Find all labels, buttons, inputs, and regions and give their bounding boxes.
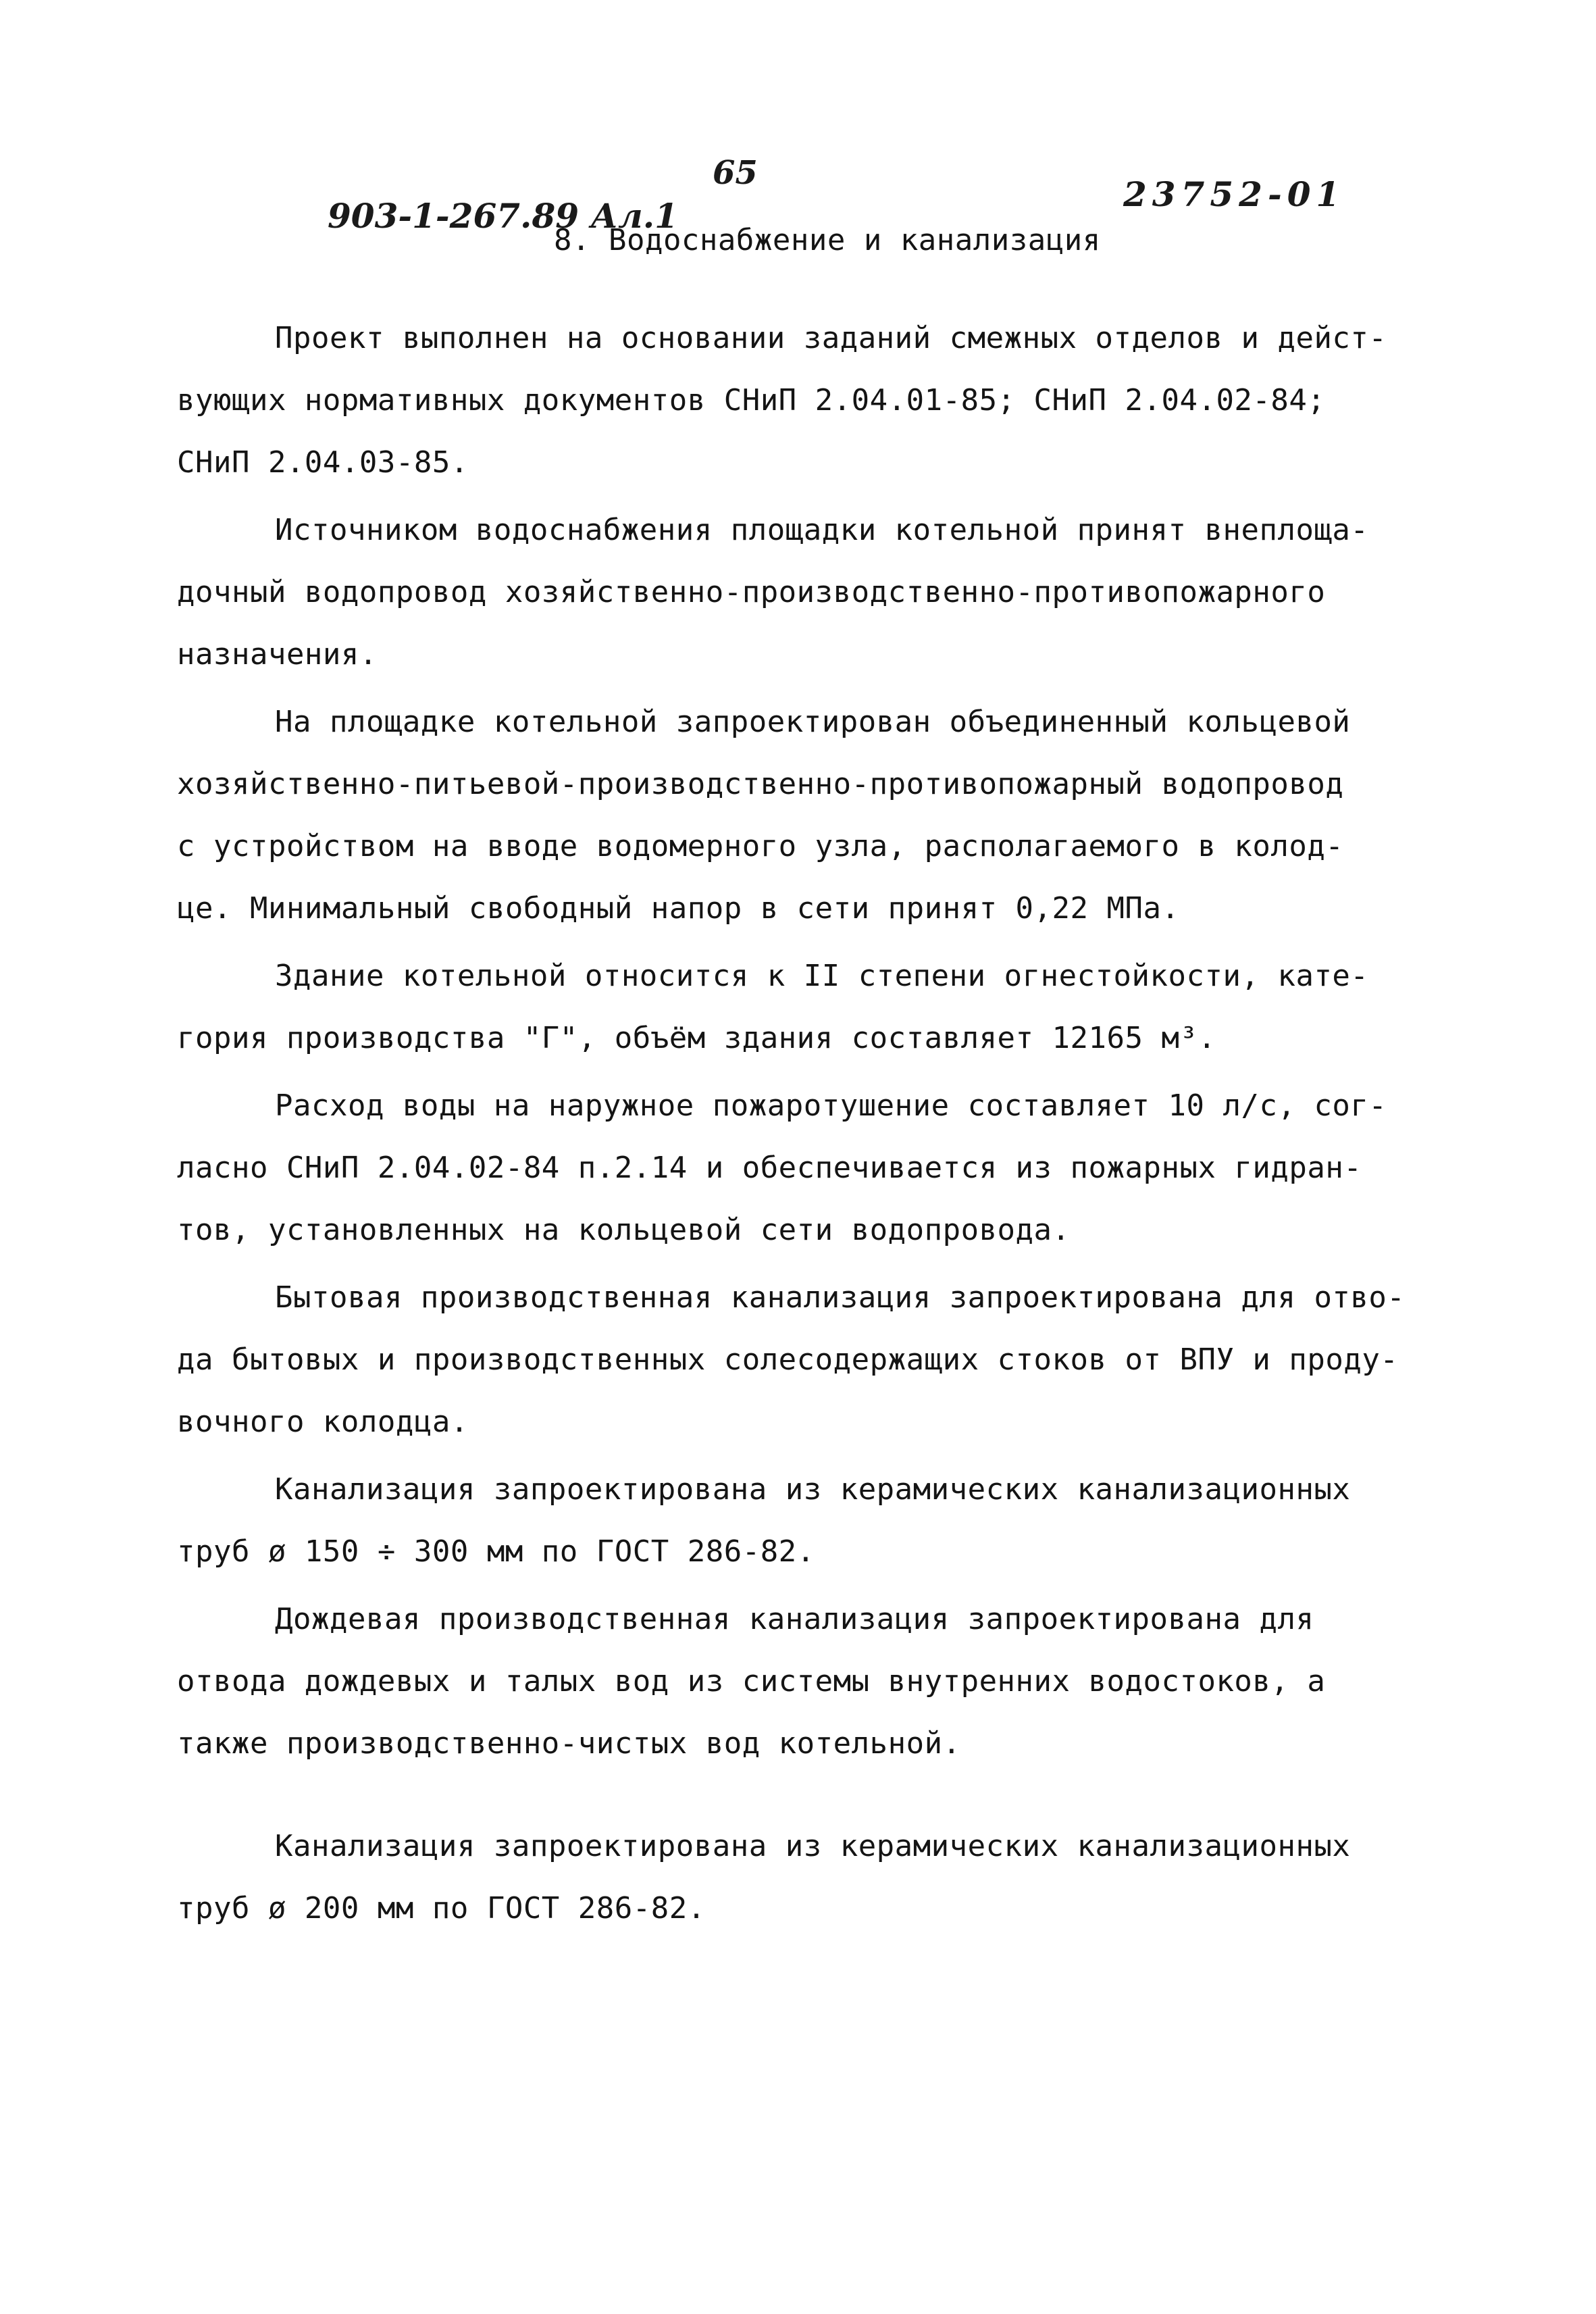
text-line: труб ø 150 ÷ 300 мм по ГОСТ 286-82. (177, 1534, 815, 1569)
section-title: 8. Водоснабжение и канализация (554, 223, 1101, 257)
document-code: 903-1-267.89 Ал.1 (328, 196, 678, 236)
text-line: це. Минимальный свободный напор в сети принят 0,22 МПа. (177, 891, 1180, 926)
text-line: Канализация запроектирована из керамических канализационных (275, 1472, 1351, 1507)
text-line: Канализация запроектирована из керамических канализационных (275, 1829, 1351, 1863)
paragraph-domestic-sewer (177, 1267, 1447, 1453)
text-line: Источником водоснабжения площадки котельной принят внеплоща- (275, 513, 1369, 547)
album-code: 23752-01 (1123, 174, 1345, 214)
text-line: дочный водопровод хозяйственно-производственно-противопожарного (177, 575, 1326, 609)
text-line: Дождевая производственная канализация запроектирована для (275, 1602, 1314, 1636)
text-line: тов, установленных на кольцевой сети водопровода. (177, 1213, 1071, 1247)
body-text (177, 307, 1447, 1940)
paragraph-water-source (177, 499, 1447, 686)
page-number: 65 (713, 154, 758, 192)
text-line: ласно СНиП 2.04.02-84 п.2.14 и обеспечивается из пожарных гидран- (177, 1151, 1362, 1185)
paragraph-storm-pipes (177, 1815, 1447, 1940)
text-line: Расход воды на наружное пожаротушение составляет 10 л/с, сог- (275, 1088, 1387, 1123)
text-line: да бытовых и производственных солесодержащих стоков от ВПУ и проду- (177, 1342, 1399, 1377)
text-line: вочного колодца. (177, 1405, 469, 1439)
paragraph-water-supply (177, 691, 1447, 940)
text-line: На площадке котельной запроектирован объединенный кольцевой (275, 705, 1351, 739)
paragraph-building-category (177, 945, 1447, 1070)
text-line: СНиП 2.04.03-85. (177, 445, 469, 480)
text-line: хозяйственно-питьевой-производственно-противопожарный водопровод (177, 767, 1344, 801)
text-line: Бытовая производственная канализация запроектирована для отво- (275, 1280, 1406, 1315)
text-line: отвода дождевых и талых вод из системы внутренних водостоков, а (177, 1664, 1326, 1699)
paragraph-design-basis (177, 307, 1447, 494)
text-line: назначения. (177, 637, 378, 672)
text-line: вующих нормативных документов СНиП 2.04.01-85; СНиП 2.04.02-84; (177, 383, 1326, 418)
text-line: также производственно-чистых вод котельной. (177, 1726, 961, 1761)
text-line: труб ø 200 мм по ГОСТ 286-82. (177, 1891, 706, 1926)
text-line: Проект выполнен на основании заданий смежных отделов и дейст- (275, 321, 1387, 355)
text-line: Здание котельной относится к II степени огнестойкости, кате- (275, 959, 1369, 993)
paragraph-sewer-pipes (177, 1459, 1447, 1583)
paragraph-storm-sewer (177, 1588, 1447, 1775)
text-line: гория производства "Г", объём здания составляет 12165 м³. (177, 1021, 1216, 1055)
text-line: с устройством на вводе водомерного узла, располагаемого в колод- (177, 829, 1344, 863)
paragraph-fire-water (177, 1075, 1447, 1261)
